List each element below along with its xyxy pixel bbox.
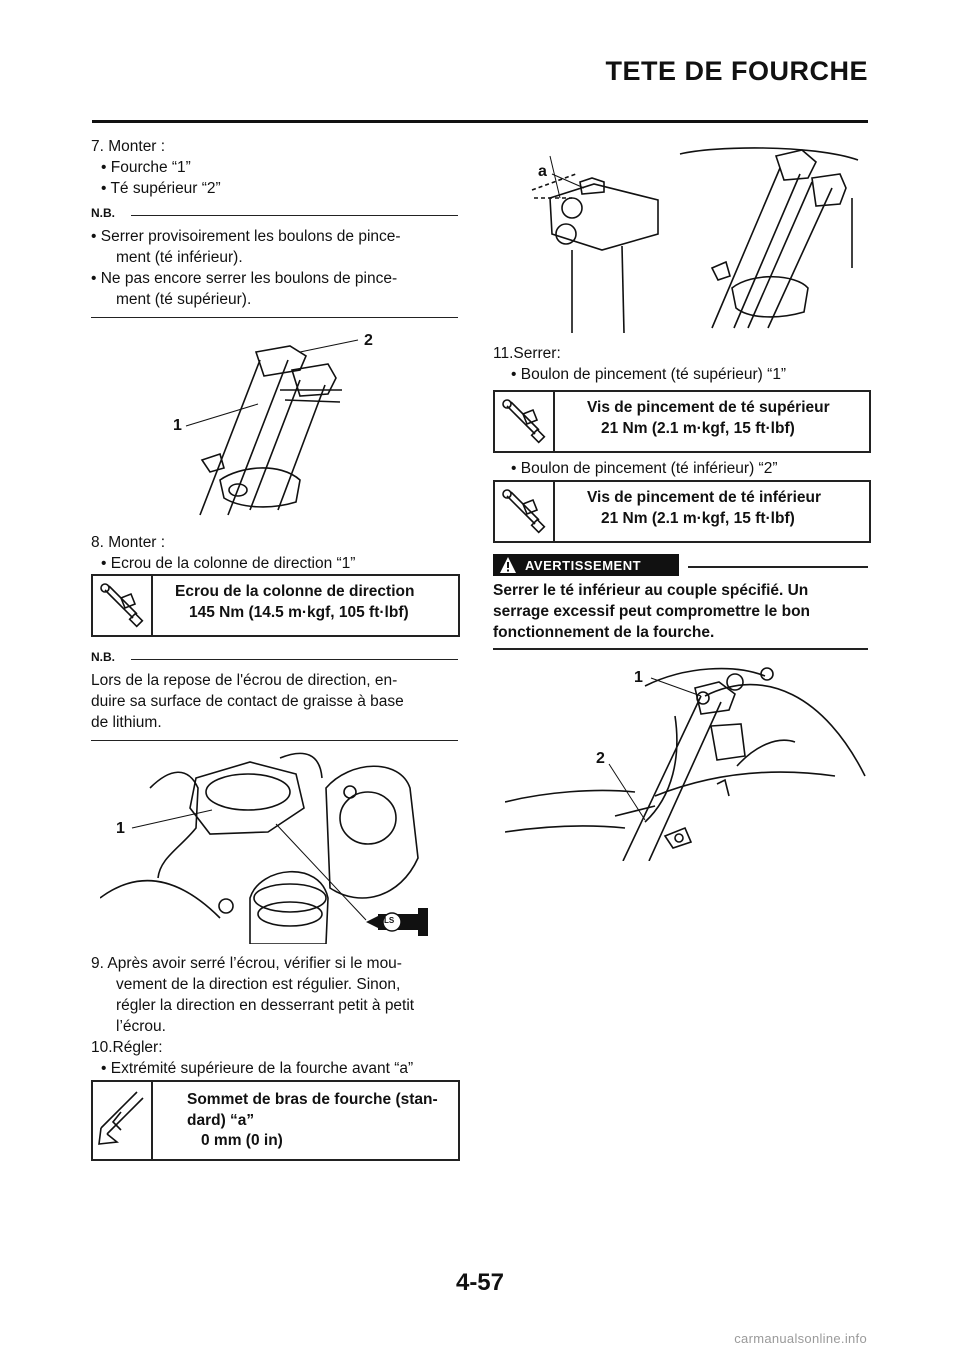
step-10: 10.Régler: [91, 1039, 163, 1056]
nb-line: Lors de la repose de l'écrou de direction, en- [91, 672, 398, 689]
warning-rule [688, 566, 868, 568]
warning-line: fonctionnement de la fourche. [493, 624, 715, 641]
spec-value: 21 Nm (2.1 m·kgf, 15 ft·lbf) [601, 420, 795, 437]
nb-line: ment (té inférieur). [116, 249, 243, 266]
step-8: 8. Monter : [91, 534, 166, 551]
spec-value: 21 Nm (2.1 m·kgf, 15 ft·lbf) [601, 510, 795, 527]
nb-end-rule [91, 317, 458, 318]
icon-cell [93, 576, 153, 635]
spec-title: Vis de pincement de té inférieur [587, 489, 822, 506]
nb-line: • Serrer provisoirement les boulons de pince- [91, 228, 401, 245]
step-8-item: • Ecrou de la colonne de direction “1” [101, 555, 356, 572]
warning-line: Serrer le té inférieur au couple spécifié. Un [493, 582, 809, 599]
warning-end-rule [493, 648, 868, 650]
spec-box-fork-top [91, 1080, 460, 1161]
nb-line: duire sa surface de contact de graisse à base [91, 693, 404, 710]
icon-cell [93, 1082, 153, 1159]
nb-rule [131, 659, 458, 660]
leader-line [132, 810, 212, 828]
figure-steering-nut [100, 748, 440, 944]
watermark: carmanualsonline.info [734, 1331, 867, 1346]
page-number: 4-57 [455, 1269, 505, 1296]
nb-line: de lithium. [91, 714, 162, 731]
nb-line: • Ne pas encore serrer les boulons de pince- [91, 270, 398, 287]
torque-wrench-icon [93, 576, 151, 635]
grease-gun-icon [366, 908, 428, 936]
figure-fork-on-bike [505, 656, 870, 861]
figure-fork-install [160, 330, 380, 522]
step-11-item: • Boulon de pincement (té supérieur) “1” [511, 366, 787, 383]
step-10-item: • Extrémité supérieure de la fourche avant “a” [101, 1060, 414, 1077]
spec-box-upper-clamp [493, 390, 871, 453]
spec-value: 0 mm (0 in) [201, 1132, 283, 1149]
warning-badge [493, 554, 679, 576]
figure-label: 2 [596, 750, 605, 767]
caliper-icon [93, 1082, 151, 1159]
figure-fork-height [512, 138, 872, 333]
grease-label: LS [384, 916, 395, 925]
spec-value: 145 Nm (14.5 m·kgf, 105 ft·lbf) [189, 604, 409, 621]
step-7-item: • Té supérieur “2” [101, 180, 221, 197]
torque-wrench-icon [495, 392, 553, 451]
step-9-line: l’écrou. [116, 1018, 166, 1035]
spec-title: dard) “a” [187, 1112, 255, 1129]
warning-line: serrage excessif peut compromettre le bon [493, 603, 811, 620]
nb-rule [131, 215, 458, 216]
figure-label-a: a [538, 163, 547, 180]
spec-title: Ecrou de la colonne de direction [175, 583, 415, 600]
step-11: 11.Serrer: [493, 345, 561, 362]
icon-cell [495, 482, 555, 541]
spec-title: Vis de pincement de té supérieur [587, 399, 830, 416]
step-7: 7. Monter : [91, 138, 166, 155]
nb-line: ment (té supérieur). [116, 291, 252, 308]
title-rule [92, 120, 868, 123]
icon-cell [495, 392, 555, 451]
torque-wrench-icon [495, 482, 553, 541]
spec-box-lower-clamp [493, 480, 871, 543]
step-11-item: • Boulon de pincement (té inférieur) “2” [511, 460, 778, 477]
step-9-line: régler la direction en desserrant petit à petit [116, 997, 415, 1014]
figure-label: 1 [634, 669, 643, 686]
leader-line [651, 678, 701, 696]
warning-icon [499, 556, 517, 574]
nb-label: N.B. [91, 206, 115, 220]
leader-line [300, 340, 358, 352]
leader-line [186, 404, 258, 426]
leader-line [609, 764, 645, 820]
step-9-line: 9. Après avoir serré l’écrou, vérifier si le mou- [91, 955, 402, 972]
nb-end-rule [91, 740, 458, 741]
figure-label: 2 [364, 332, 373, 349]
page-title: TETE DE FOURCHE [605, 56, 868, 86]
spec-box-steering-nut [91, 574, 460, 637]
warning-text [493, 580, 873, 643]
nb-label: N.B. [91, 650, 115, 664]
figure-label: 1 [116, 820, 125, 837]
spec-title: Sommet de bras de fourche (stan- [187, 1091, 438, 1108]
step-7-item: • Fourche “1” [101, 159, 191, 176]
figure-label: 1 [173, 417, 182, 434]
warning-label: AVERTISSEMENT [525, 558, 642, 573]
step-9-line: vement de la direction est régulier. Sinon, [116, 976, 401, 993]
